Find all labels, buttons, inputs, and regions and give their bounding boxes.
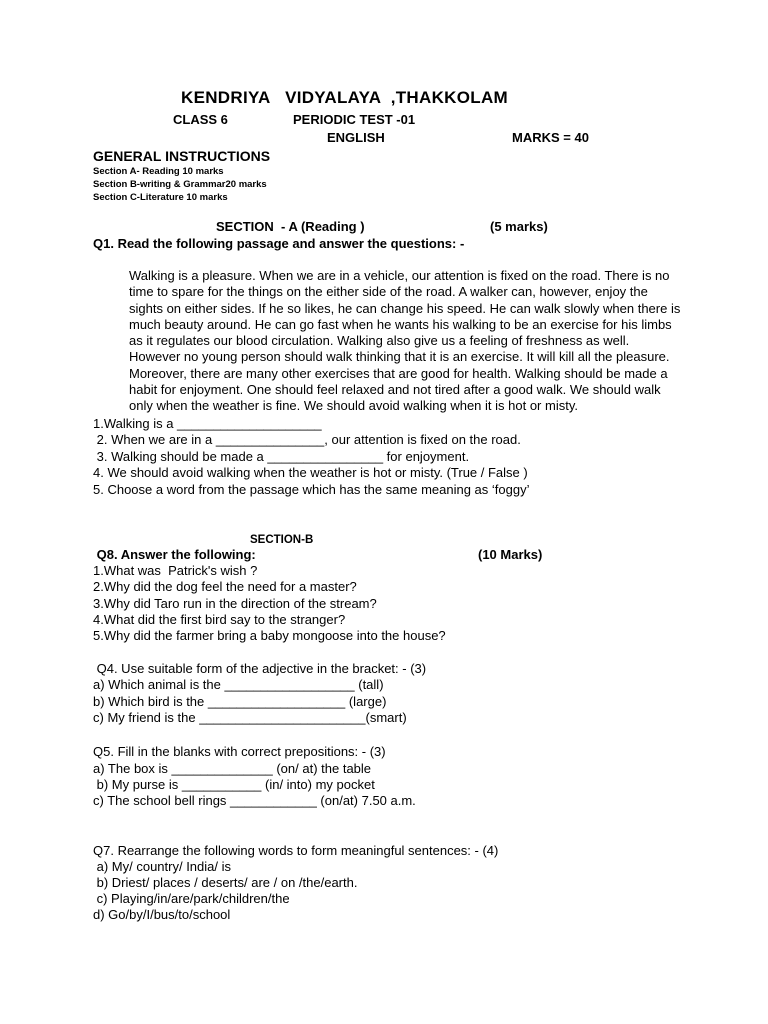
class-label: CLASS 6	[173, 112, 228, 127]
q1-heading: Q1. Read the following passage and answer the questions: -	[93, 236, 465, 251]
q7-item: c) Playing/in/are/park/children/the	[93, 891, 290, 906]
section-b-title: SECTION-B	[250, 534, 314, 546]
instructions-heading: GENERAL INSTRUCTIONS	[93, 148, 271, 164]
q7-item: b) Driest/ places / deserts/ are / on /the/earth.	[93, 875, 358, 890]
reading-passage	[93, 268, 683, 415]
q7-item: d) Go/by/I/bus/to/school	[93, 907, 231, 922]
q7-item: a) My/ country/ India/ is	[93, 859, 231, 874]
q8-marks: (10 Marks)	[478, 547, 543, 562]
q4-item: b) Which bird is the ___________________ (large)	[93, 694, 387, 709]
q1-item: 5. Choose a word from the passage which has the same meaning as ‘foggy’	[93, 482, 530, 497]
passage-text: Walking is a pleasure. When we are in a vehicle, our attention is fixed on the road. There is no time to spare for the things on the either side of the road. A walker can, however, enjoy the sights on either sides. If he so likes, he can change his speed. He can walk slowly when there is much beauty around. He can go fast when he wants his walking to be an exercise for his limbs as it regulates our blood circulation. Walking also give us a feeling of freshness as well. However no young person should walk thinking that it is an exercise. It will kill all the pleasure. Moreover, there are many other exercises that are good for health. Walking should be made a habit for enjoyment. One should feel relaxed and not tired after a good walk. We should walk only when the weather is fine. We should avoid walking when it is hot or misty.	[129, 268, 681, 414]
test-label: PERIODIC TEST -01	[293, 112, 416, 127]
q8-item: 2.Why did the dog feel the need for a master?	[93, 579, 357, 594]
section-a-title: SECTION - A (Reading )	[216, 219, 365, 234]
q1-item: 1.Walking is a ____________________	[93, 416, 322, 431]
q5-heading: Q5. Fill in the blanks with correct prepositions: - (3)	[93, 744, 386, 759]
instruction-item: Section B-writing & Grammar20 marks	[93, 179, 267, 190]
instruction-item: Section C-Literature 10 marks	[93, 192, 228, 203]
q5-item: c) The school bell rings ____________ (on/at) 7.50 a.m.	[93, 793, 416, 808]
q4-heading: Q4. Use suitable form of the adjective in the bracket: - (3)	[93, 661, 427, 676]
q1-item: 3. Walking should be made a ________________ for enjoyment.	[93, 449, 470, 464]
school-name: KENDRIYA VIDYALAYA ,THAKKOLAM	[181, 88, 508, 107]
q1-item: 4. We should avoid walking when the weather is hot or misty. (True / False )	[93, 465, 528, 480]
section-a-marks: (5 marks)	[490, 219, 548, 234]
q4-item: a) Which animal is the __________________ (tall)	[93, 677, 384, 692]
q1-item: 2. When we are in a _______________, our attention is fixed on the road.	[93, 432, 521, 447]
q5-item: a) The box is ______________ (on/ at) the table	[93, 761, 372, 776]
instruction-item: Section A- Reading 10 marks	[93, 166, 224, 177]
q8-item: 4.What did the first bird say to the stranger?	[93, 612, 346, 627]
q8-item: 5.Why did the farmer bring a baby mongoose into the house?	[93, 628, 446, 643]
q8-heading: Q8. Answer the following:	[93, 547, 256, 562]
q7-heading: Q7. Rearrange the following words to form meaningful sentences: - (4)	[93, 843, 499, 858]
q8-item: 1.What was Patrick's wish ?	[93, 563, 258, 578]
q4-item: c) My friend is the _______________________(smart)	[93, 710, 407, 725]
subject-label: ENGLISH	[327, 130, 385, 145]
total-marks: MARKS = 40	[512, 130, 589, 145]
q5-item: b) My purse is ___________ (in/ into) my pocket	[93, 777, 375, 792]
q8-item: 3.Why did Taro run in the direction of the stream?	[93, 596, 377, 611]
